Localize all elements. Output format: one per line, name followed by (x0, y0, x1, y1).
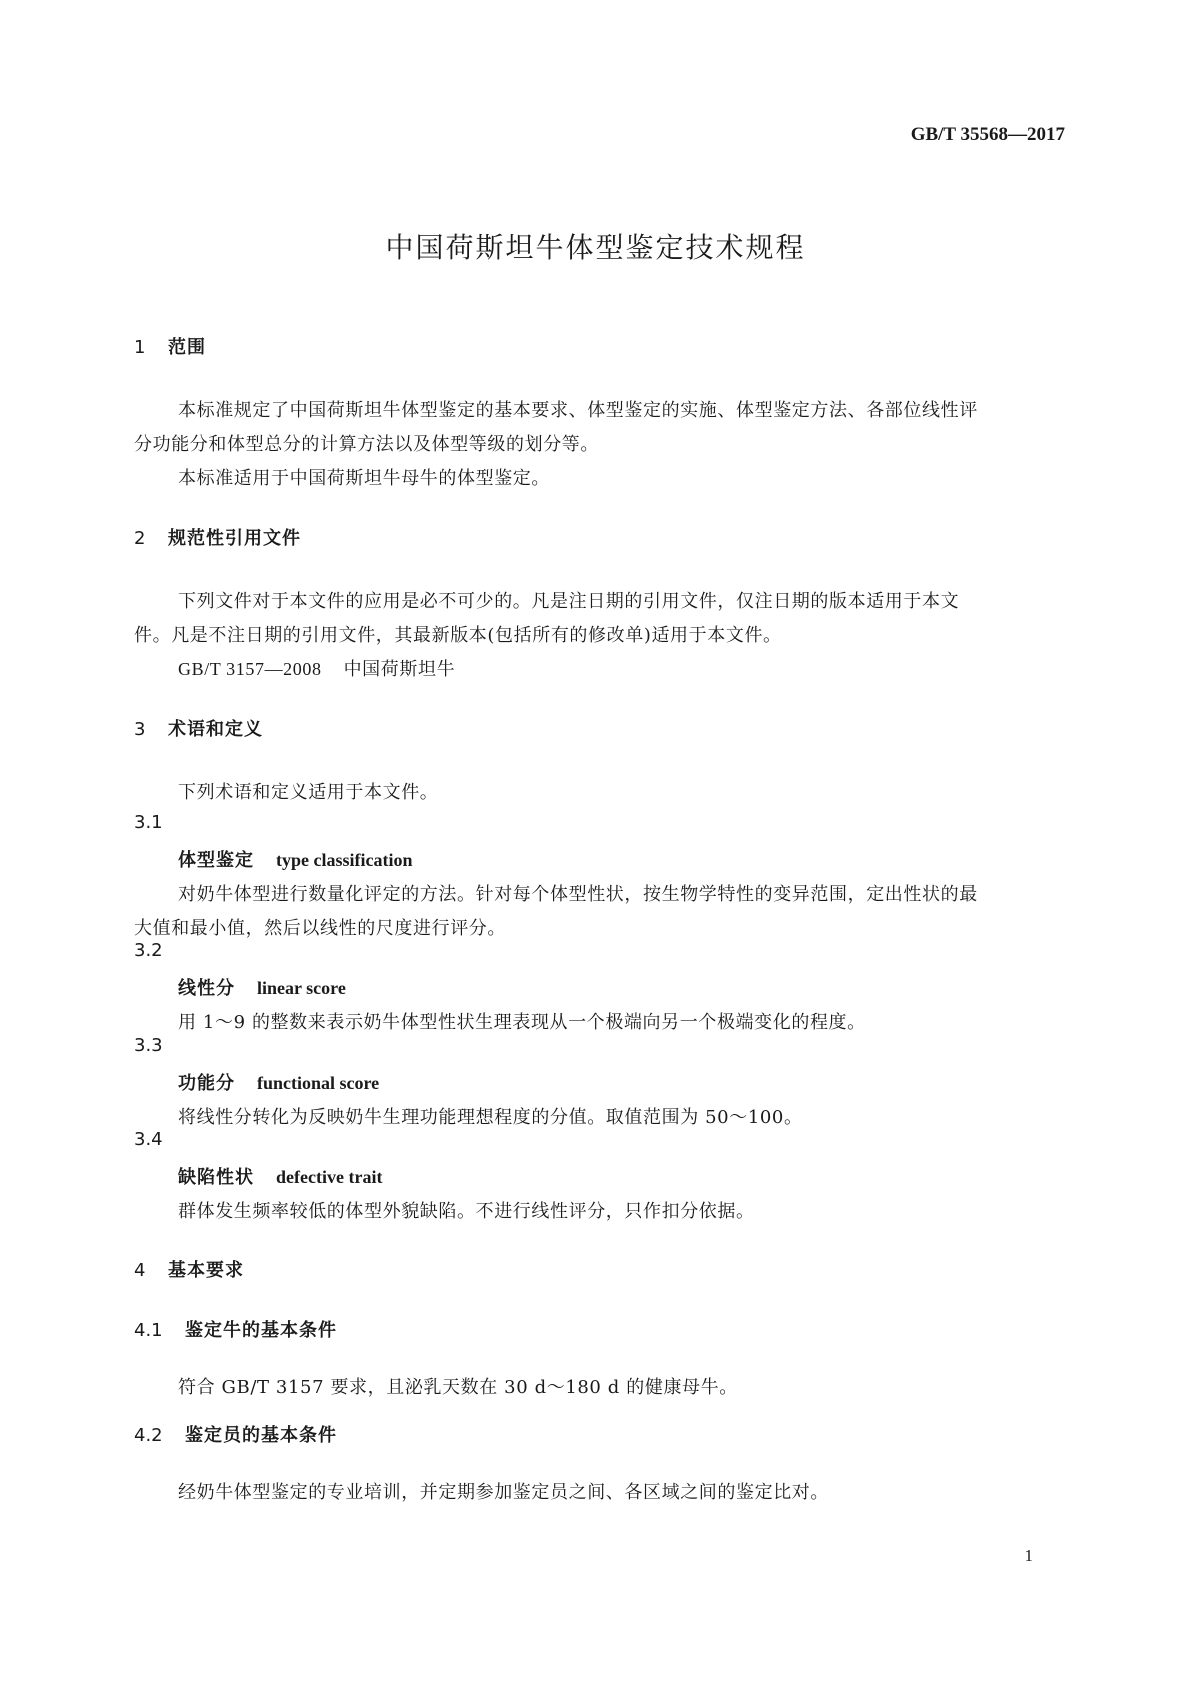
paragraph-line: 本标准适用于中国荷斯坦牛母牛的体型鉴定。 (178, 468, 550, 489)
paragraph-line: 下列文件对于本文件的应用是必不可少的。凡是注日期的引用文件，仅注日期的版本适用于本文 (178, 591, 960, 612)
term-entry (178, 1163, 382, 1189)
term-entry (178, 974, 346, 1000)
section-number: 3 (134, 719, 146, 740)
section-title: 术语和定义 (168, 719, 263, 740)
subsection-title: 鉴定员的基本条件 (185, 1425, 337, 1446)
term-english: linear score (257, 978, 346, 998)
paragraph-line: 本标准规定了中国荷斯坦牛体型鉴定的基本要求、体型鉴定的实施、体型鉴定方法、各部位线性评 (178, 400, 978, 421)
term-english: defective trait (276, 1167, 383, 1187)
paragraph-line: 分功能分和体型总分的计算方法以及体型等级的划分等。 (134, 434, 599, 455)
reference-code: GB/T 3157—2008 (178, 659, 322, 679)
subsection-title: 鉴定牛的基本条件 (185, 1320, 337, 1341)
normative-reference (178, 655, 455, 681)
term-definition: 用 1～9 的整数来表示奶牛体型性状生理表现从一个极端向另一个极端变化的程度。 (178, 1012, 866, 1033)
term-chinese: 线性分 (178, 978, 235, 999)
term-entry (178, 846, 413, 872)
term-definition: 将线性分转化为反映奶牛生理功能理想程度的分值。取值范围为 50～100。 (178, 1107, 803, 1128)
paragraph-line: 件。凡是不注日期的引用文件，其最新版本(包括所有的修改单)适用于本文件。 (134, 625, 782, 646)
subsection-number: 4.2 (134, 1425, 163, 1446)
section-number: 4 (134, 1260, 146, 1281)
term-chinese: 缺陷性状 (178, 1167, 254, 1188)
paragraph-line: 下列术语和定义适用于本文件。 (178, 782, 439, 803)
section-number: 1 (134, 337, 146, 358)
term-entry (178, 1069, 379, 1095)
section-title: 规范性引用文件 (168, 528, 301, 549)
section-title: 基本要求 (168, 1260, 244, 1281)
section-number: 2 (134, 528, 146, 549)
section-1-heading (134, 333, 206, 359)
clause-number: 3.4 (134, 1129, 163, 1150)
term-chinese: 功能分 (178, 1073, 235, 1094)
section-2-heading (134, 524, 301, 550)
term-definition: 大值和最小值，然后以线性的尺度进行评分。 (134, 918, 506, 939)
term-definition: 群体发生频率较低的体型外貌缺陷。不进行线性评分，只作扣分依据。 (178, 1201, 755, 1222)
paragraph-line: 经奶牛体型鉴定的专业培训，并定期参加鉴定员之间、各区域之间的鉴定比对。 (178, 1482, 829, 1503)
subsection-4-2-heading (134, 1421, 337, 1447)
page-number: 1 (1024, 1546, 1033, 1565)
reference-title: 中国荷斯坦牛 (343, 659, 456, 680)
subsection-number: 4.1 (134, 1320, 163, 1341)
term-english: functional score (257, 1073, 380, 1093)
term-definition: 对奶牛体型进行数量化评定的方法。针对每个体型性状，按生物学特性的变异范围，定出性状的最 (178, 884, 978, 905)
section-3-heading (134, 715, 263, 741)
subsection-4-1-heading (134, 1316, 337, 1342)
section-title: 范围 (168, 337, 206, 358)
standard-code: GB/T 35568—2017 (910, 124, 1065, 145)
paragraph-line: 符合 GB/T 3157 要求，且泌乳天数在 30 d～180 d 的健康母牛。 (178, 1377, 738, 1398)
clause-number: 3.3 (134, 1035, 163, 1056)
term-chinese: 体型鉴定 (178, 850, 254, 871)
clause-number: 3.1 (134, 812, 163, 833)
term-english: type classification (276, 850, 413, 870)
document-title: 中国荷斯坦牛体型鉴定技术规程 (385, 231, 806, 264)
clause-number: 3.2 (134, 940, 163, 961)
section-4-heading (134, 1256, 244, 1282)
